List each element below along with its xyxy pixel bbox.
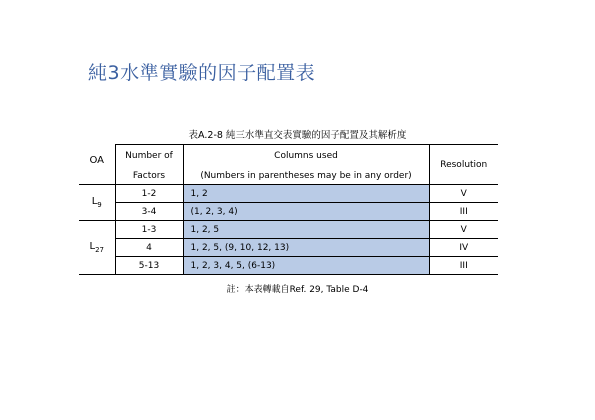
- table-caption: 表A.2-8 純三水準直交表實驗的因子配置及其解析度: [188, 130, 407, 141]
- columns-cell: 1, 2, 3, 4, 5, (6-13): [183, 257, 429, 275]
- oa-symbol: L: [89, 241, 96, 253]
- header-resolution: Resolution: [429, 145, 498, 185]
- columns-cell: 1, 2, 5, (9, 10, 12, 13): [183, 239, 429, 257]
- oa-subscript: 27: [95, 245, 104, 254]
- factors-cell: 1-2: [115, 185, 183, 203]
- table-row: [79, 203, 498, 221]
- table-row: [79, 221, 498, 239]
- oa-symbol: L: [91, 196, 98, 208]
- resolution-cell: III: [429, 203, 498, 221]
- header-columns-line2: (Numbers in parentheses may be in any order): [183, 168, 429, 185]
- columns-cell: (1, 2, 3, 4): [183, 203, 429, 221]
- table-row: [79, 185, 498, 203]
- oa-subscript: 9: [97, 200, 102, 209]
- oa-cell-l27: [79, 221, 115, 275]
- header-factors-line1: Number of: [115, 145, 183, 168]
- table-row: [79, 239, 498, 257]
- resolution-cell: III: [429, 257, 498, 275]
- table-footnote: 註：本表轉載自Ref. 29, Table D-4: [226, 285, 369, 295]
- resolution-cell: V: [429, 221, 498, 239]
- factors-cell: 4: [115, 239, 183, 257]
- header-columns-line1: Columns used: [183, 145, 429, 168]
- resolution-cell: V: [429, 185, 498, 203]
- resolution-cell: IV: [429, 239, 498, 257]
- columns-cell: 1, 2, 5: [183, 221, 429, 239]
- columns-cell: 1, 2: [183, 185, 429, 203]
- header-factors-line2: Factors: [115, 168, 183, 185]
- factors-cell: 3-4: [115, 203, 183, 221]
- factor-assignment-table: [79, 144, 498, 275]
- table-row: [79, 257, 498, 275]
- slide-title: 純3水準實驗的因子配置表: [88, 62, 316, 84]
- factors-cell: 5-13: [115, 257, 183, 275]
- header-oa-label: OA: [89, 154, 105, 166]
- header-oa: [79, 145, 115, 185]
- factors-cell: 1-3: [115, 221, 183, 239]
- oa-cell-l9: [79, 185, 115, 221]
